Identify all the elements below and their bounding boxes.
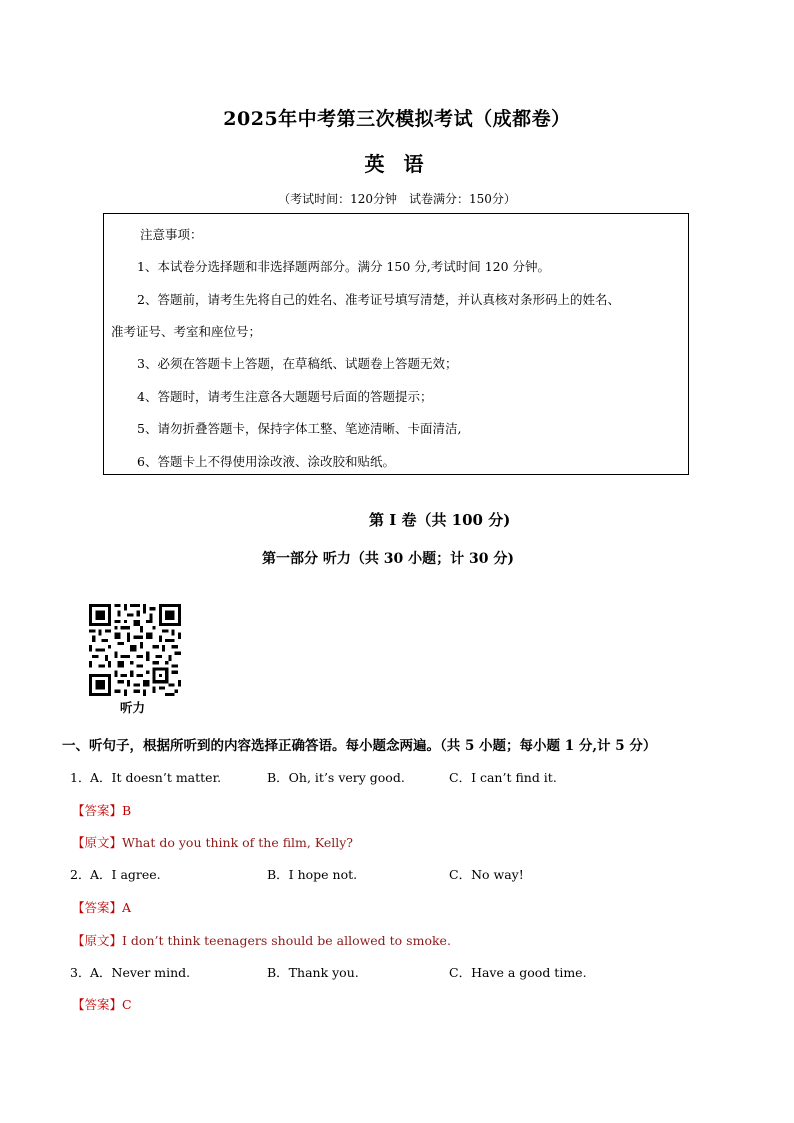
notice-heading: 注意事项： [140,227,203,242]
question-number: 3． [70,965,91,980]
original-label: 【原文】 [72,835,123,850]
answer-label: 【答案】 [72,997,123,1012]
original-row [72,833,353,851]
option-a: A．I agree. [90,867,161,882]
option-b: B．I hope not. [267,867,358,882]
subject-title: 英 语 [364,152,430,176]
answer-value: C [122,997,132,1012]
notice-item: 3、必须在答题卡上答题，在草稿纸、试题卷上答题无效； [137,356,458,371]
option-c: C．I can’t find it. [449,770,557,785]
notice-item: 1、本试卷分选择题和非选择题两部分。满分 150 分,考试时间 120 分钟。 [137,259,551,274]
notice-item: 2、答题前，请考生先将自己的姓名、准考证号填写清楚，并认真核对条形码上的姓名、 [137,292,620,307]
volume-heading: 第 I 卷（共 100 分) [369,511,511,529]
notice-item: 5、请勿折叠答题卡，保持字体工整、笔迹清晰、卡面清洁, [137,421,462,436]
question-number: 2． [70,867,91,882]
qr-label: 听力 [120,700,146,715]
option-a: A．It doesn’t matter. [90,770,222,785]
option-b: B．Oh, it’s very good. [267,770,405,785]
notice-item: 6、答题卡上不得使用涂改液、涂改胶和贴纸。 [137,454,395,469]
exam-info: （考试时间：120分钟 试卷满分：150分） [278,192,516,206]
original-text: I don’t think teenagers should be allowed to smoke. [122,933,451,948]
answer-label: 【答案】 [72,900,123,915]
original-row [72,931,451,949]
part-heading: 第一部分 听力（共 30 小题；计 30 分) [262,551,514,567]
option-a: A．Never mind. [90,965,191,980]
original-label: 【原文】 [72,933,123,948]
option-c: C．No way! [449,867,524,882]
answer-row [72,898,131,916]
notice-box [103,213,689,475]
qr-code-icon[interactable] [89,604,181,696]
section-heading: 一、听句子，根据所听到的内容选择正确答语。每小题念两遍。（共 5 小题；每小题 1 分,计 5 分） [62,738,657,754]
question-number: 1． [70,770,91,785]
answer-row [72,801,131,819]
answer-value: A [122,900,132,915]
option-c: C．Have a good time. [449,965,587,980]
notice-item: 准考证号、考室和座位号； [111,324,262,339]
notice-item: 4、答题时，请考生注意各大题题号后面的答题提示； [137,389,433,404]
answer-value: B [122,803,132,818]
answer-label: 【答案】 [72,803,123,818]
option-b: B．Thank you. [267,965,359,980]
page-title: 2025年中考第三次模拟考试（成都卷） [223,108,571,130]
original-text: What do you think of the film, Kelly? [122,835,354,850]
answer-row [72,995,132,1013]
